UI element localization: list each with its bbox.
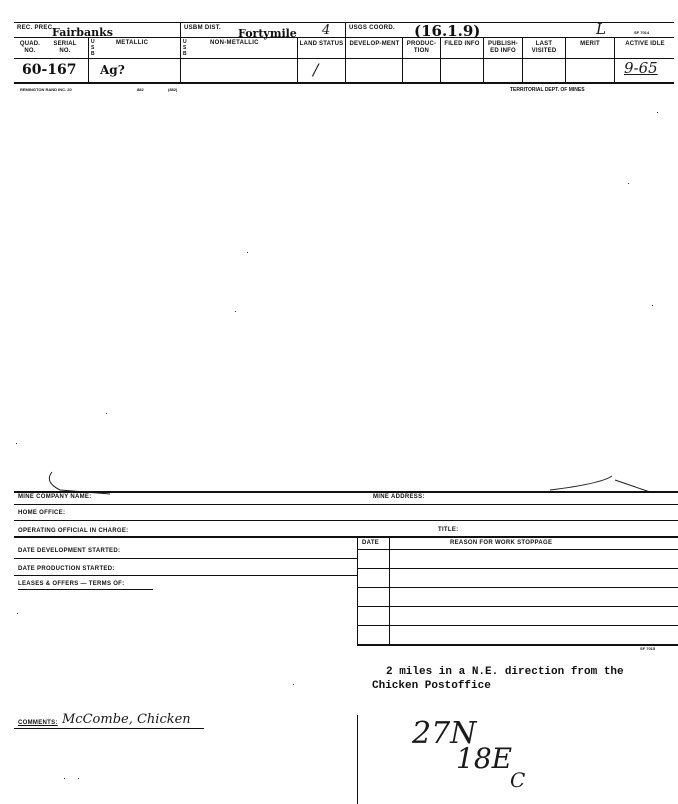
col-filed-info: FILED INFO [444, 41, 480, 47]
quad-serial-value: 60-167 [22, 62, 77, 78]
scan-speck [293, 684, 294, 685]
location-line-2: Chicken Postoffice [372, 680, 491, 692]
rule [357, 606, 678, 607]
col-active-idle: ACTIVE IDLE [625, 41, 665, 47]
scan-speck [78, 778, 79, 779]
usbm-dist-value: Fortymile [238, 27, 297, 40]
operating-official-label: OPERATING OFFICIAL IN CHARGE: [18, 528, 129, 534]
scan-speck [652, 305, 653, 306]
reason-col-label: REASON FOR WORK STOPPAGE [450, 540, 553, 546]
printer-left: REMINGTON RAND INC. 20 [20, 87, 72, 92]
col-production: PRODUC-TION [406, 41, 437, 54]
header-row-rule [14, 58, 674, 59]
header-bottom-rule [14, 82, 674, 84]
col-quad-no: QUAD. NO. [19, 41, 41, 54]
divider [180, 22, 181, 37]
column-divider [88, 37, 89, 82]
scan-speck [628, 183, 629, 184]
usbm-dist-label: USBM DIST. [184, 25, 222, 31]
rule [357, 644, 678, 646]
rule [357, 568, 678, 569]
rule [357, 625, 678, 626]
column-divider [345, 37, 346, 82]
col-merit: MERIT [580, 41, 600, 47]
mine-company-name-label: MINE COMPANY NAME: [18, 494, 92, 500]
col-nonmetallic-code: U S B [183, 39, 187, 57]
col-metallic-code: U S B [91, 39, 95, 57]
col-development: DEVELOP-MENT [349, 41, 400, 47]
scan-speck [64, 778, 65, 779]
scan-speck [17, 613, 18, 614]
meridian-note: C [510, 768, 526, 792]
printer-right: TERRITORIAL DEPT. OF MINES [510, 87, 585, 93]
location-line-1: 2 miles in a N.E. direction from the [386, 666, 624, 678]
printer-mid: 882 [137, 87, 144, 92]
rule [14, 728, 204, 729]
date-col-label: DATE [362, 540, 380, 546]
col-land-status: LAND STATUS [299, 41, 344, 47]
rule [357, 587, 678, 588]
usgs-coord-label: USGS COORD. [349, 25, 395, 31]
rule [357, 549, 678, 550]
header-mid-rule [14, 37, 674, 38]
divider [345, 22, 346, 37]
col-last-visited: LAST VISITED [531, 41, 557, 54]
date-development-started-label: DATE DEVELOPMENT STARTED: [18, 548, 121, 554]
scan-speck [657, 112, 658, 113]
scan-speck [16, 443, 17, 444]
stoppage-divider [389, 536, 390, 645]
col-serial-no: SERIAL NO. [53, 41, 77, 54]
rule [14, 575, 357, 576]
scan-speck [106, 413, 107, 414]
comments-divider [357, 715, 358, 804]
range-note: 18E [456, 742, 513, 775]
col-published-info: PUBLISH-ED INFO [488, 41, 518, 54]
mine-address-label: MINE ADDRESS: [373, 494, 425, 500]
torn-edge [0, 470, 678, 500]
header-top-rule [14, 22, 674, 23]
leases-offers-label: LEASES & OFFERS — TERMS OF: [18, 581, 125, 587]
rule [14, 558, 357, 559]
column-divider [180, 37, 181, 82]
rule [14, 536, 678, 538]
scan-speck [235, 311, 236, 312]
home-office-label: HOME OFFICE: [18, 510, 66, 516]
active-idle-value: 9-65 [624, 59, 658, 77]
stoppage-divider [357, 536, 358, 645]
comments-value: McCombe, Chicken [62, 712, 191, 727]
column-divider [614, 37, 615, 82]
lower-top-rule [14, 491, 678, 493]
land-status-mark: / [313, 60, 319, 79]
usgs-coord-value: (16.1.9) [414, 22, 481, 40]
township-note: 27N [412, 716, 477, 751]
comments-label: COMMENTS: [18, 720, 58, 726]
usbm-dist-mark: 4 [322, 23, 331, 38]
form-number-top: SF 7014 [634, 30, 650, 35]
title-label: TITLE: [438, 527, 459, 533]
rule [14, 520, 678, 521]
corner-mark: L [596, 20, 606, 38]
col-metallic: METALLIC [116, 40, 149, 46]
metallic-value: Ag? [100, 63, 125, 77]
rec-prec-label: REC. PREC. [17, 25, 55, 31]
col-non-metallic: NON-METALLIC [210, 40, 259, 46]
printer-mid2: (882) [168, 87, 178, 92]
rule [14, 504, 678, 505]
scan-speck [247, 252, 248, 253]
form-number-lower: SF 7015 [640, 646, 656, 651]
date-production-started-label: DATE PRODUCTION STARTED: [18, 566, 115, 572]
rec-prec-value: Fairbanks [52, 26, 113, 39]
rule [18, 589, 153, 590]
